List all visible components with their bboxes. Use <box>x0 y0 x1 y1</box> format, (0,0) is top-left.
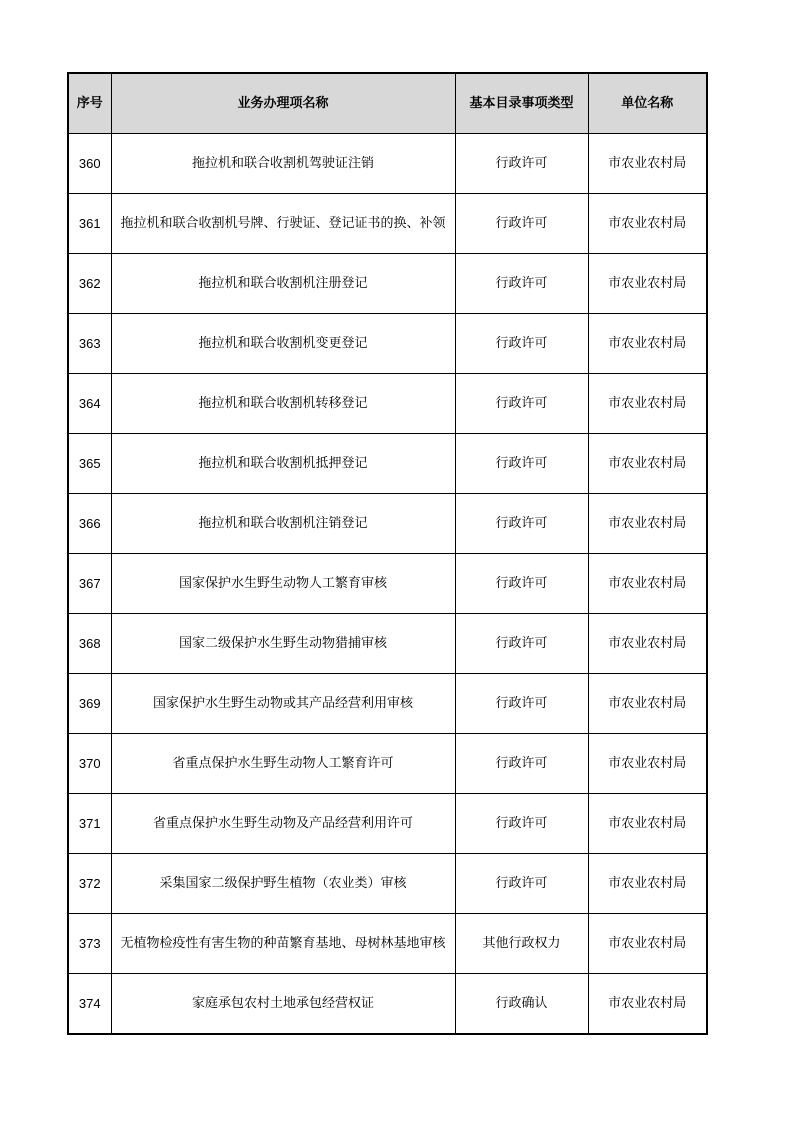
cell-name: 国家二级保护水生野生动物猎捕审核 <box>111 614 455 674</box>
table-row <box>68 494 707 554</box>
cell-seq: 363 <box>68 314 111 374</box>
cell-type: 行政许可 <box>455 254 588 314</box>
cell-seq: 371 <box>68 794 111 854</box>
cell-name: 国家保护水生野生动物或其产品经营利用审核 <box>111 674 455 734</box>
cell-name: 无植物检疫性有害生物的种苗繁育基地、母树林基地审核 <box>111 914 455 974</box>
table-row <box>68 194 707 254</box>
cell-seq: 367 <box>68 554 111 614</box>
header-unit: 单位名称 <box>588 73 707 134</box>
cell-unit: 市农业农村局 <box>588 194 707 254</box>
table-row <box>68 134 707 194</box>
cell-unit: 市农业农村局 <box>588 134 707 194</box>
cell-unit: 市农业农村局 <box>588 374 707 434</box>
cell-seq: 373 <box>68 914 111 974</box>
cell-unit: 市农业农村局 <box>588 314 707 374</box>
cell-unit: 市农业农村局 <box>588 554 707 614</box>
table-row <box>68 434 707 494</box>
cell-unit: 市农业农村局 <box>588 914 707 974</box>
cell-type: 行政许可 <box>455 674 588 734</box>
table-row <box>68 554 707 614</box>
cell-type: 行政确认 <box>455 974 588 1035</box>
cell-seq: 360 <box>68 134 111 194</box>
header-row <box>68 73 707 134</box>
cell-name: 拖拉机和联合收割机号牌、行驶证、登记证书的换、补领 <box>111 194 455 254</box>
cell-name: 拖拉机和联合收割机转移登记 <box>111 374 455 434</box>
cell-name: 拖拉机和联合收割机驾驶证注销 <box>111 134 455 194</box>
cell-type: 行政许可 <box>455 554 588 614</box>
cell-seq: 361 <box>68 194 111 254</box>
cell-name: 拖拉机和联合收割机变更登记 <box>111 314 455 374</box>
table-body <box>68 134 707 1035</box>
cell-type: 行政许可 <box>455 194 588 254</box>
cell-type: 行政许可 <box>455 614 588 674</box>
table-row <box>68 914 707 974</box>
header-type: 基本目录事项类型 <box>455 73 588 134</box>
cell-seq: 370 <box>68 734 111 794</box>
cell-type: 其他行政权力 <box>455 914 588 974</box>
items-table <box>67 72 708 1035</box>
table-row <box>68 674 707 734</box>
cell-name: 省重点保护水生野生动物及产品经营利用许可 <box>111 794 455 854</box>
table-row <box>68 314 707 374</box>
table-header <box>68 73 707 134</box>
cell-seq: 372 <box>68 854 111 914</box>
cell-type: 行政许可 <box>455 794 588 854</box>
cell-unit: 市农业农村局 <box>588 974 707 1035</box>
cell-unit: 市农业农村局 <box>588 614 707 674</box>
cell-type: 行政许可 <box>455 134 588 194</box>
table-row <box>68 614 707 674</box>
cell-unit: 市农业农村局 <box>588 674 707 734</box>
table-row <box>68 734 707 794</box>
cell-name: 国家保护水生野生动物人工繁育审核 <box>111 554 455 614</box>
cell-name: 拖拉机和联合收割机注册登记 <box>111 254 455 314</box>
table-row <box>68 974 707 1035</box>
cell-unit: 市农业农村局 <box>588 734 707 794</box>
table-row <box>68 254 707 314</box>
cell-seq: 366 <box>68 494 111 554</box>
cell-unit: 市农业农村局 <box>588 794 707 854</box>
cell-type: 行政许可 <box>455 434 588 494</box>
cell-seq: 374 <box>68 974 111 1035</box>
cell-name: 拖拉机和联合收割机注销登记 <box>111 494 455 554</box>
cell-type: 行政许可 <box>455 314 588 374</box>
cell-name: 采集国家二级保护野生植物（农业类）审核 <box>111 854 455 914</box>
cell-unit: 市农业农村局 <box>588 854 707 914</box>
cell-unit: 市农业农村局 <box>588 254 707 314</box>
cell-seq: 368 <box>68 614 111 674</box>
cell-seq: 365 <box>68 434 111 494</box>
cell-type: 行政许可 <box>455 374 588 434</box>
header-seq: 序号 <box>68 73 111 134</box>
cell-type: 行政许可 <box>455 854 588 914</box>
cell-type: 行政许可 <box>455 734 588 794</box>
cell-name: 省重点保护水生野生动物人工繁育许可 <box>111 734 455 794</box>
cell-type: 行政许可 <box>455 494 588 554</box>
cell-seq: 369 <box>68 674 111 734</box>
header-name: 业务办理项名称 <box>111 73 455 134</box>
cell-unit: 市农业农村局 <box>588 494 707 554</box>
cell-name: 家庭承包农村土地承包经营权证 <box>111 974 455 1035</box>
table-row <box>68 794 707 854</box>
cell-name: 拖拉机和联合收割机抵押登记 <box>111 434 455 494</box>
cell-seq: 362 <box>68 254 111 314</box>
cell-seq: 364 <box>68 374 111 434</box>
table-row <box>68 374 707 434</box>
cell-unit: 市农业农村局 <box>588 434 707 494</box>
table-row <box>68 854 707 914</box>
